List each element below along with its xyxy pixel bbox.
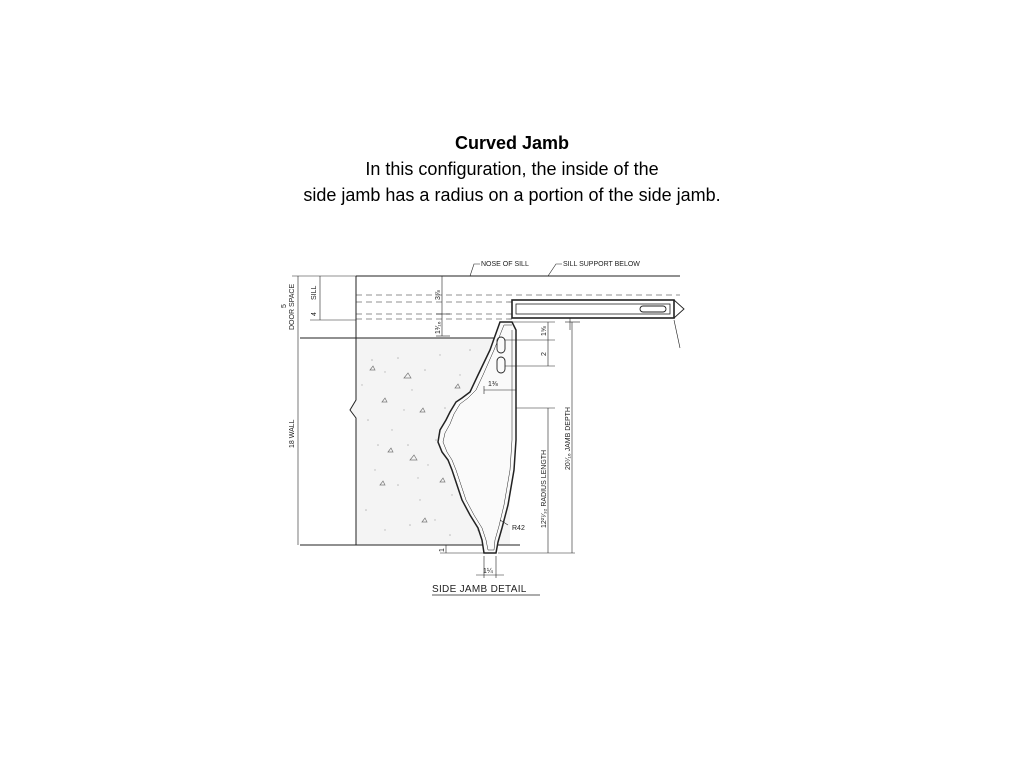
- label-sill-text: SILL: [311, 285, 318, 300]
- label-radius-length: 12²⁷⁄₃₂ RADIUS LENGTH: [541, 449, 548, 528]
- label-1-3-16: 1³⁄₁₆: [435, 321, 442, 334]
- slide-description-line-2: side jamb has a radius on a portion of the side jamb.: [303, 185, 721, 205]
- drawing-caption: SIDE JAMB DETAIL: [432, 584, 527, 595]
- slide-description-line-1: In this configuration, the inside of the: [365, 159, 659, 179]
- label-door-space-text: DOOR SPACE: [289, 283, 296, 330]
- label-radius: R42: [512, 525, 525, 532]
- label-sill-num: 4: [311, 312, 318, 316]
- label-2: 2: [541, 352, 548, 356]
- label-1-1-4: 1¼: [483, 568, 493, 575]
- sill: [300, 276, 684, 348]
- label-door-space-num: 5: [281, 304, 288, 308]
- label-1-bottom: 1: [439, 548, 446, 552]
- label-3-7-8: 3⅞: [435, 290, 442, 300]
- label-wall: 18 WALL: [289, 419, 296, 448]
- slide-title: Curved Jamb: [454, 133, 570, 153]
- label-nose-of-sill: NOSE OF SILL: [481, 261, 529, 268]
- label-1-5-8: 1⅝: [541, 326, 548, 336]
- label-1-3-8: 1⅜: [488, 381, 498, 388]
- label-jamb-depth: 20⁷⁄₁₆ JAMB DEPTH: [565, 407, 572, 470]
- label-sill-support-below: SILL SUPPORT BELOW: [563, 261, 640, 268]
